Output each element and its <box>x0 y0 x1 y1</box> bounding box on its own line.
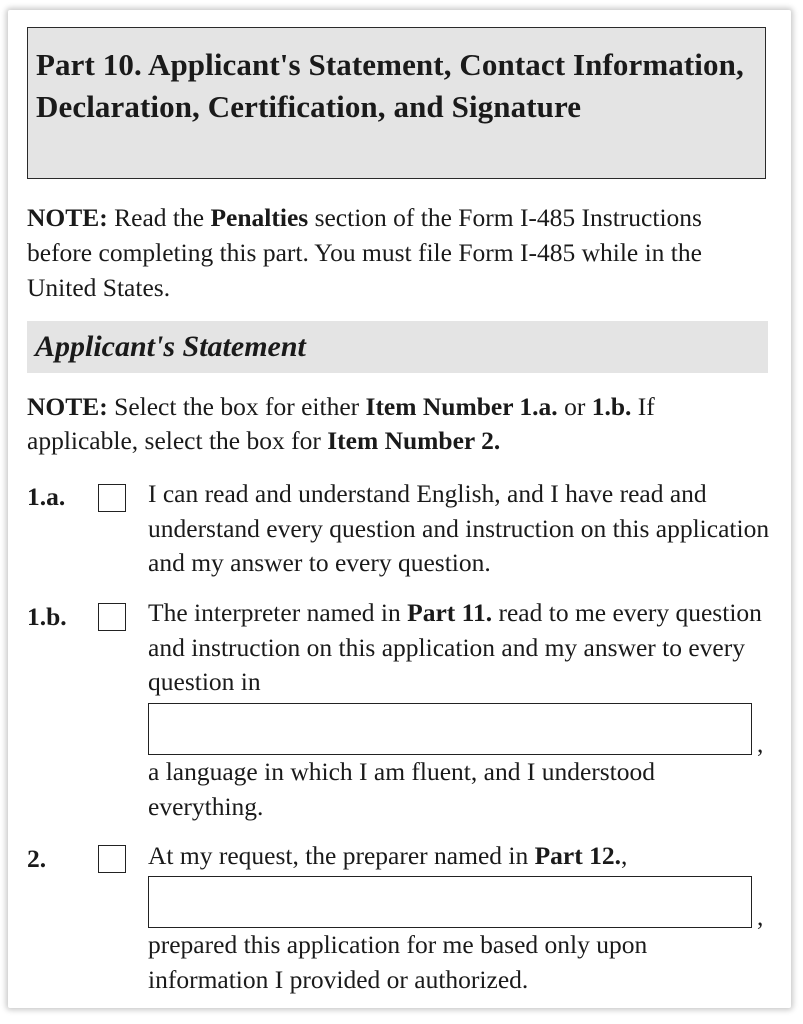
penalties-bold: Penalties <box>210 203 309 232</box>
note-text: Read the <box>107 203 211 232</box>
note-text-rest: section of the Form I-485 Instructions before completing this part. You must file Form I-485 while in the United States. <box>27 203 702 302</box>
comma: , <box>757 729 764 758</box>
applicants-statement-section-header <box>27 321 768 373</box>
part-12-ref: Part 12. <box>534 841 621 870</box>
note-label: NOTE: <box>27 203 108 232</box>
part-10-title: Part 10. Applicant's Statement, Contact Information, Declaration, Certification, and Signature <box>36 47 744 124</box>
item-number-1b: 1.b. <box>27 602 67 631</box>
section-title: Applicant's Statement <box>35 330 306 363</box>
item-text-2-after: prepared this application for me based only upon information I provided or authorized. <box>148 930 648 994</box>
part-10-header <box>27 27 766 179</box>
item-text-1b <box>148 596 773 700</box>
item-text: The interpreter named in <box>148 598 408 627</box>
item-text-2 <box>148 839 773 874</box>
note-label: NOTE: <box>27 392 108 421</box>
checkbox-2[interactable] <box>98 845 126 873</box>
item-ref-1b: 1.b. <box>591 392 632 421</box>
penalties-note <box>27 200 767 305</box>
item-text: At my request, the preparer named in <box>148 841 535 870</box>
note-text: If applicable, select the box for <box>27 392 655 455</box>
item-number-2: 2. <box>27 844 47 873</box>
item-text: , <box>621 841 628 870</box>
checkbox-1a[interactable] <box>98 484 126 512</box>
language-input[interactable] <box>148 703 752 755</box>
note-text: Select the box for either <box>107 392 366 421</box>
form-page <box>8 10 791 1008</box>
item-text: read to me every question and instruction on this application and my answer to every question in <box>148 598 762 696</box>
checkbox-1b[interactable] <box>98 603 126 631</box>
note-text: or <box>557 392 592 421</box>
item-text-1a: I can read and understand English, and I have read and understand every question and instruction on this application and my answer to every question. <box>148 479 770 577</box>
item-ref-1a: Item Number 1.a. <box>365 392 558 421</box>
item-text-1b-after: a language in which I am fluent, and I understood everything. <box>148 757 656 821</box>
comma: , <box>757 902 764 931</box>
item-ref-2: Item Number 2. <box>327 426 501 455</box>
preparer-input[interactable] <box>148 876 752 928</box>
selection-note <box>27 390 772 458</box>
item-number-1a: 1.a. <box>27 482 66 511</box>
part-11-ref: Part 11. <box>407 598 493 627</box>
